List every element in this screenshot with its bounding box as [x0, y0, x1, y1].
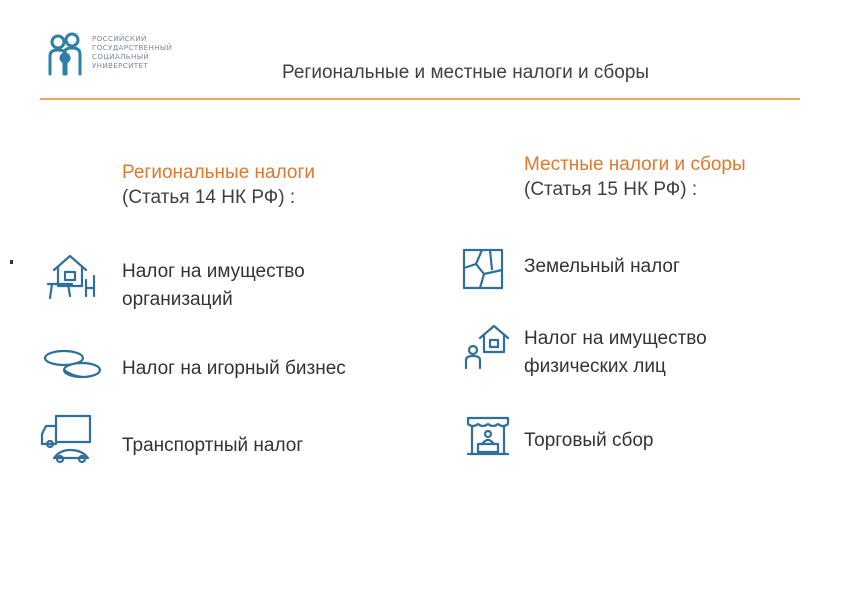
logo-line: УНИВЕРСИТЕТ — [92, 61, 148, 70]
regional-heading-article: (Статья 14 НК РФ) : — [122, 187, 296, 208]
item-label: Земельный налог — [524, 256, 680, 277]
list-item — [524, 427, 654, 455]
logo-line: РОССИЙСКИЙ — [92, 34, 147, 43]
local-heading-article: (Статья 15 НК РФ) : — [524, 179, 698, 200]
title-divider — [40, 98, 800, 100]
regional-heading — [122, 160, 315, 210]
page-title: Региональные и местные налоги и сборы — [282, 62, 650, 83]
coins-icon — [42, 346, 102, 382]
item-label: Налог на игорный бизнес — [122, 358, 346, 379]
list-item — [122, 258, 305, 314]
item-label: физических лиц — [524, 356, 666, 377]
item-label: Торговый сбор — [524, 430, 654, 451]
item-label: Налог на имущество — [122, 261, 305, 282]
logo-text — [92, 34, 172, 70]
regional-heading-title: Региональные налоги — [122, 162, 316, 183]
item-label: организаций — [122, 289, 233, 310]
land-plot-icon — [462, 248, 504, 290]
local-heading-title: Местные налоги и сборы — [524, 154, 746, 175]
local-heading — [524, 152, 746, 202]
truck-car-icon — [40, 412, 96, 464]
market-stall-icon — [466, 414, 510, 458]
list-item — [122, 432, 303, 460]
bullet-dot — [10, 260, 13, 264]
logo-line: СОЦИАЛЬНЫЙ — [92, 52, 150, 61]
item-label: Налог на имущество — [524, 328, 707, 349]
item-label: Транспортный налог — [122, 435, 304, 456]
list-item — [122, 355, 346, 383]
logo-line: ГОСУДАРСТВЕННЫЙ — [92, 43, 173, 52]
house-furniture-icon — [44, 250, 98, 302]
list-item — [524, 325, 707, 381]
list-item — [524, 253, 680, 281]
person-house-icon — [464, 322, 512, 370]
